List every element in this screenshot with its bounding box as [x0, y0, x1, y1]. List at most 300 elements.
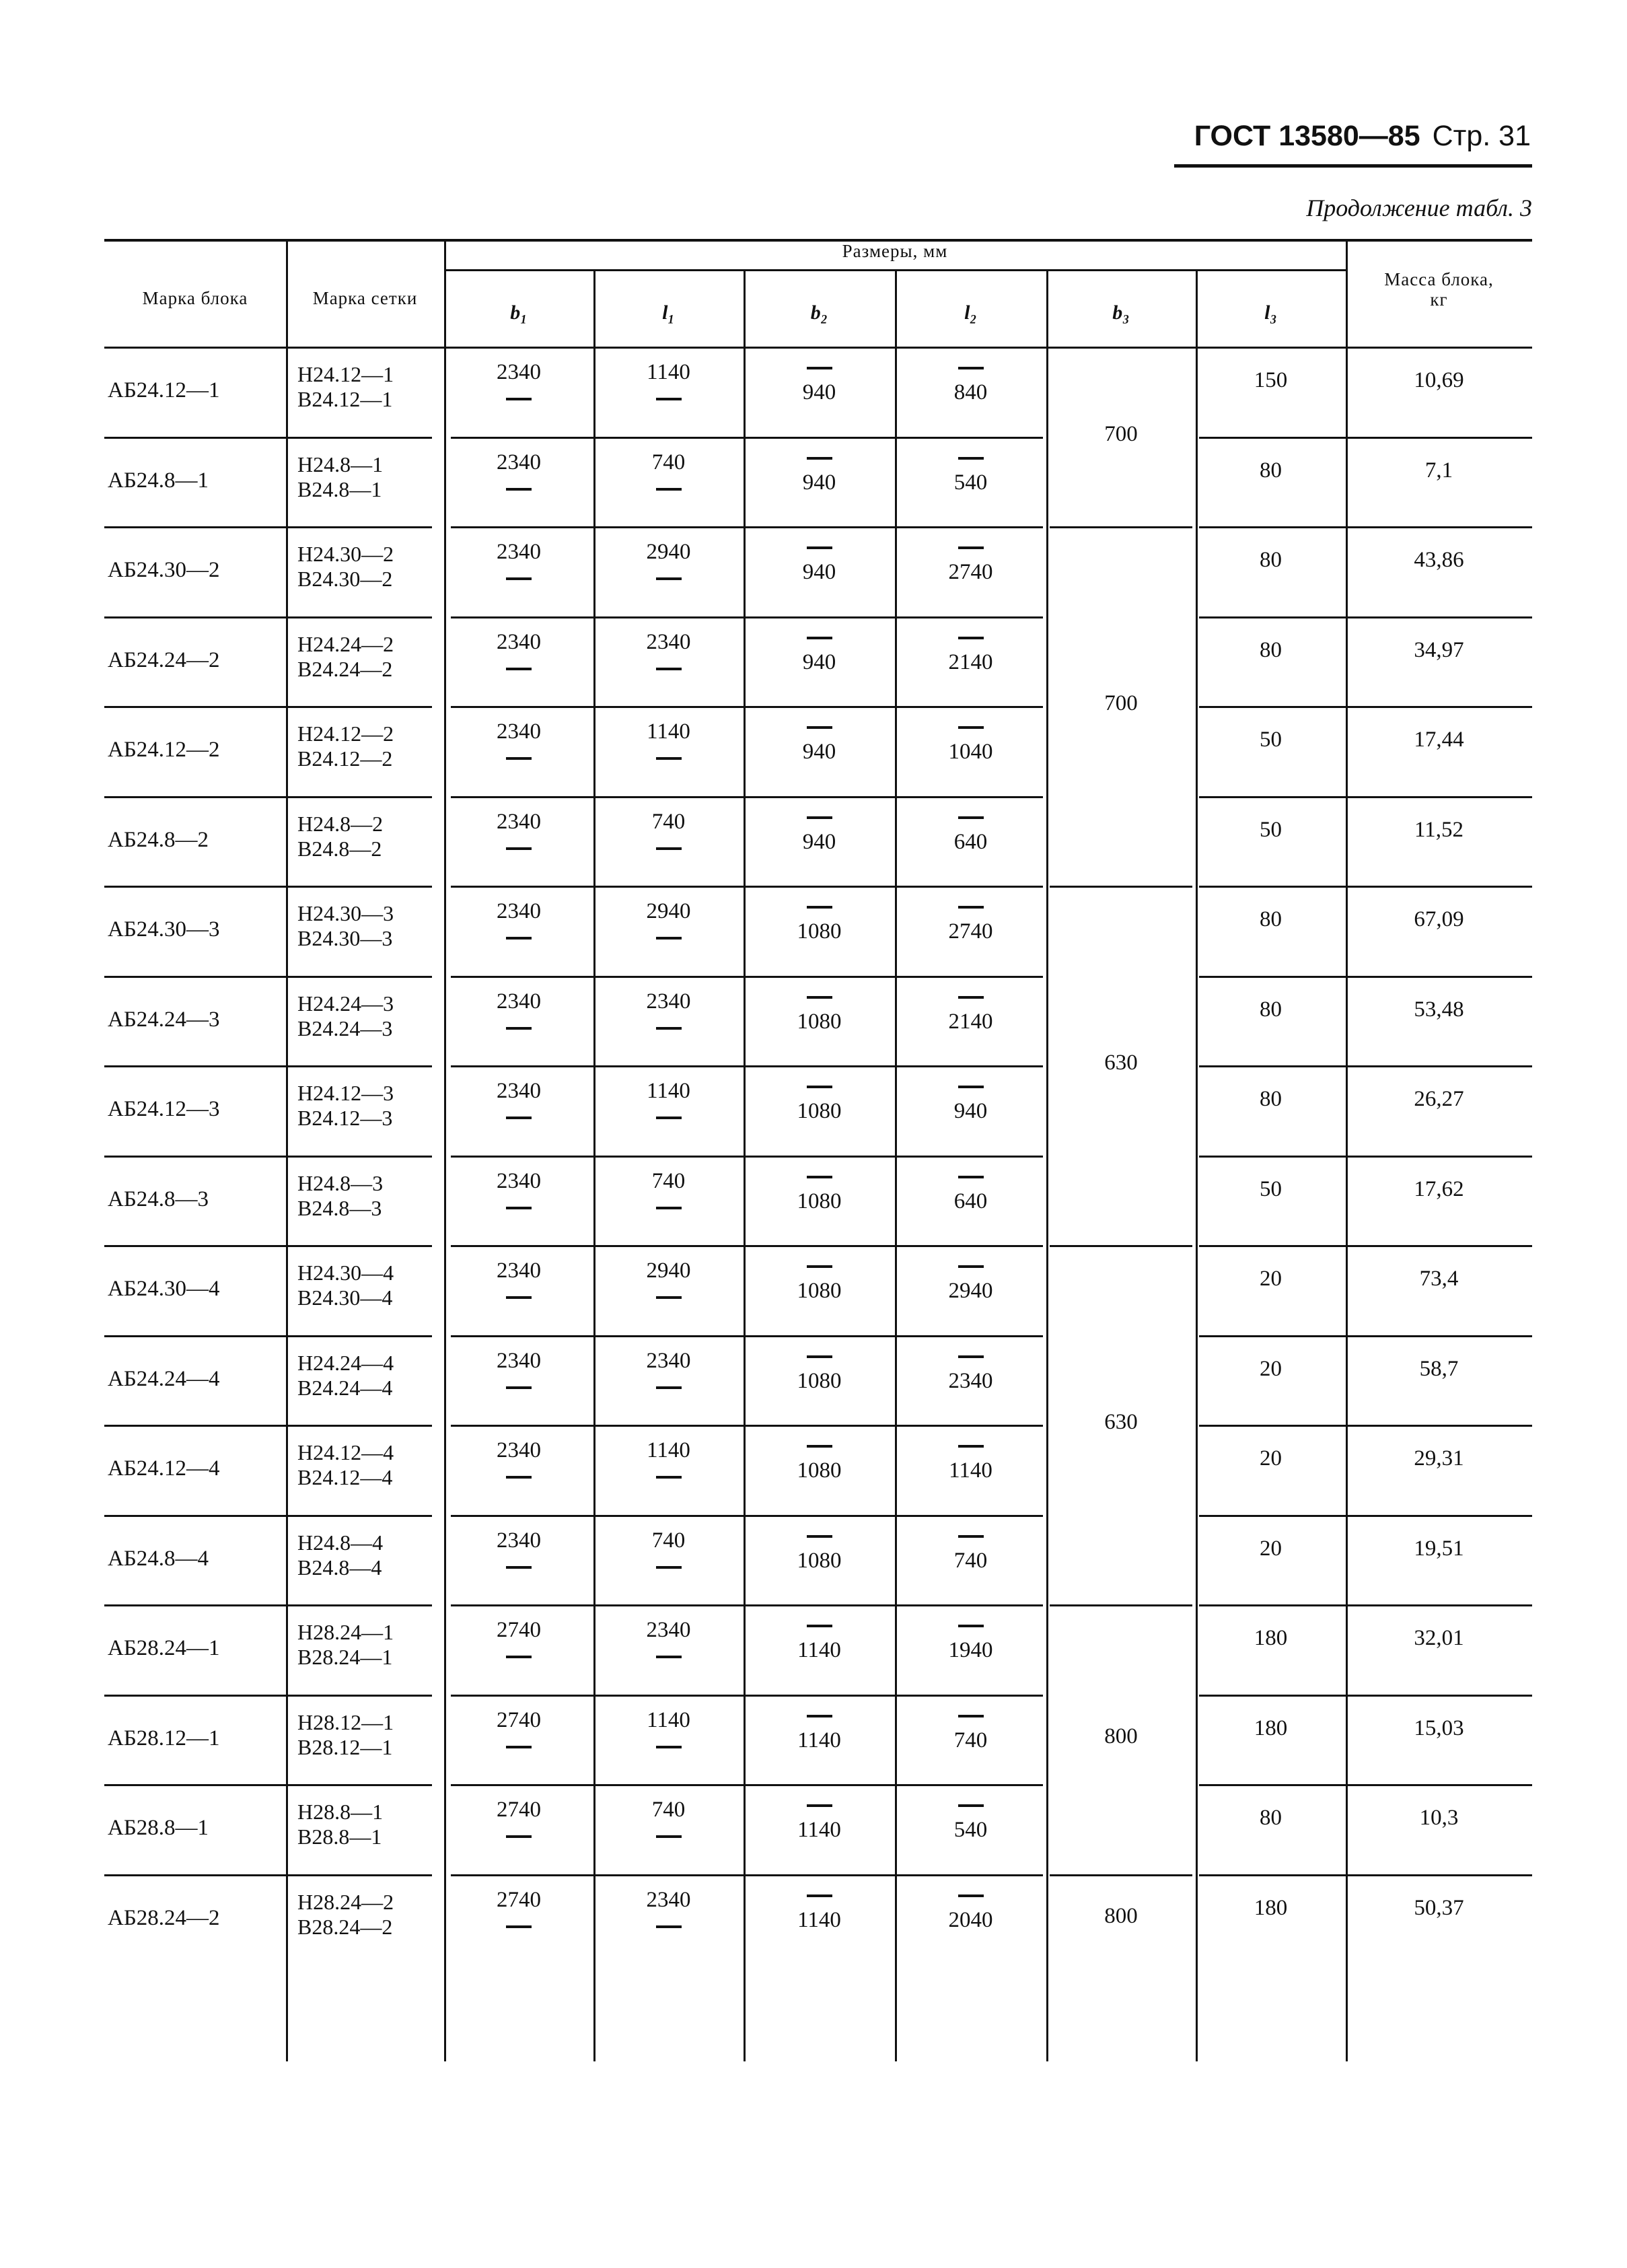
mesh-mark: Н28.24—2: [297, 1889, 394, 1914]
fraction-dash: [506, 1386, 532, 1389]
dim-l3: 20: [1260, 1446, 1282, 1470]
dim-b3-group: 800: [1104, 1904, 1138, 1929]
dim-l3: 180: [1254, 1715, 1288, 1740]
fraction-dash: [656, 1746, 682, 1748]
rule-horizontal: [1199, 1156, 1532, 1158]
dim-b2: 940: [802, 470, 836, 495]
dim-b2: 1080: [797, 919, 842, 944]
table-continuation-caption: Продолжение табл. 3: [1306, 194, 1532, 221]
mesh-mark: Н28.8—1: [297, 1800, 384, 1824]
fraction-dash: [656, 1386, 682, 1389]
fraction-dash: [506, 1925, 532, 1928]
fraction-dash: [958, 1625, 984, 1627]
fraction-dash: [958, 1086, 984, 1088]
dim-b1: 2340: [497, 989, 541, 1014]
rule-horizontal: [451, 1156, 1043, 1158]
rule-horizontal: [104, 1874, 432, 1876]
rule-vertical: [1196, 269, 1198, 2061]
dim-l1: 740: [651, 1528, 686, 1553]
fraction-dash: [807, 1894, 832, 1897]
dim-l2: 2940: [948, 1279, 993, 1303]
dim-b1: 2740: [497, 1707, 541, 1732]
rule-horizontal: [104, 347, 1532, 349]
dim-b1: 2340: [497, 1259, 541, 1283]
dim-l1: 2340: [646, 1348, 691, 1373]
page-number: Стр. 31: [1432, 120, 1531, 152]
dim-b2: 1080: [797, 1189, 842, 1213]
dim-b2: 1080: [797, 1368, 842, 1393]
mesh-mark: В24.30—4: [297, 1285, 393, 1310]
dim-b1: 2340: [497, 540, 541, 564]
dim-l1: 2940: [646, 899, 691, 923]
block-mark: АБ28.24—1: [108, 1636, 220, 1660]
fraction-dash: [506, 488, 532, 491]
rule-vertical: [895, 269, 897, 2061]
rule-horizontal: [1199, 1425, 1532, 1427]
dim-b2: 940: [802, 829, 836, 854]
fraction-dash: [958, 546, 984, 549]
dim-b1: 2740: [497, 1798, 541, 1822]
fraction-dash: [656, 757, 682, 760]
mesh-mark: В24.30—2: [297, 567, 393, 591]
fraction-dash: [807, 1625, 832, 1627]
dim-l2: 640: [953, 829, 988, 854]
dim-b2: 940: [802, 740, 836, 764]
fraction-dash: [958, 906, 984, 909]
fraction-dash: [506, 577, 532, 580]
dim-b1: 2340: [497, 1348, 541, 1373]
rule-horizontal: [1199, 1245, 1532, 1247]
dim-l3: 80: [1260, 458, 1282, 483]
mesh-mark: В24.12—2: [297, 746, 393, 771]
fraction-dash: [656, 668, 682, 670]
dim-l1: 1140: [647, 1707, 690, 1732]
rule-horizontal: [451, 1425, 1043, 1427]
header-dim-0: b₁: [510, 302, 528, 324]
dim-l1: 2340: [646, 1618, 691, 1642]
rule-horizontal: [104, 1604, 432, 1606]
fraction-dash: [506, 1027, 532, 1030]
mesh-mark: Н24.12—1: [297, 362, 394, 386]
rule-horizontal: [451, 1065, 1043, 1067]
block-mass: 50,37: [1414, 1895, 1464, 1920]
dim-b1: 2340: [497, 360, 541, 384]
fraction-dash: [958, 726, 984, 729]
block-mark: АБ24.8—3: [108, 1186, 209, 1211]
fraction-dash: [958, 996, 984, 999]
rule-horizontal: [451, 616, 1043, 618]
rule-horizontal: [451, 437, 1043, 439]
mesh-mark: В24.8—1: [297, 476, 382, 501]
block-mass: 10,3: [1419, 1806, 1459, 1830]
dim-l3: 50: [1260, 728, 1282, 752]
dim-l2: 1140: [949, 1458, 992, 1483]
fraction-dash: [958, 1445, 984, 1448]
block-mark: АБ28.24—2: [108, 1905, 220, 1930]
rule-horizontal: [1199, 1784, 1532, 1786]
rule-horizontal: [104, 796, 432, 798]
fraction-dash: [807, 546, 832, 549]
mesh-mark: В28.12—1: [297, 1734, 393, 1759]
dim-l3: 180: [1254, 1626, 1288, 1650]
dim-l2: 1040: [948, 740, 993, 764]
rule-horizontal: [451, 976, 1043, 978]
fraction-dash: [656, 1925, 682, 1928]
dim-l1: 740: [651, 809, 686, 834]
fraction-dash: [958, 1535, 984, 1538]
fraction-dash: [506, 398, 532, 400]
rule-horizontal: [451, 1245, 1043, 1247]
rule-horizontal: [104, 1156, 432, 1158]
dim-l3: 80: [1260, 548, 1282, 572]
fraction-dash: [506, 1207, 532, 1209]
dim-l2: 840: [953, 380, 988, 404]
block-mass: 67,09: [1414, 907, 1464, 931]
block-mark: АБ24.12—1: [108, 378, 220, 402]
dim-b1: 2340: [497, 450, 541, 474]
block-mark: АБ24.12—4: [108, 1456, 220, 1481]
fraction-dash: [807, 816, 832, 819]
rule-horizontal: [104, 1335, 432, 1337]
mesh-mark: В24.24—2: [297, 656, 393, 681]
mesh-mark: Н24.30—4: [297, 1261, 394, 1285]
dim-b1: 2340: [497, 899, 541, 923]
mesh-mark: Н28.12—1: [297, 1709, 394, 1734]
rule-horizontal: [1050, 1604, 1192, 1606]
fraction-dash: [506, 847, 532, 850]
fraction-dash: [656, 1207, 682, 1209]
dim-b1: 2340: [497, 1079, 541, 1103]
rule-horizontal: [451, 1335, 1043, 1337]
rule-horizontal: [1199, 526, 1532, 528]
rule-horizontal: [1199, 976, 1532, 978]
block-mark: АБ28.12—1: [108, 1726, 220, 1750]
block-mass: 32,01: [1414, 1626, 1464, 1650]
fraction-dash: [807, 1176, 832, 1178]
block-mass: 7,1: [1424, 458, 1453, 483]
block-mark: АБ24.24—3: [108, 1007, 220, 1032]
dim-b1: 2340: [497, 1438, 541, 1462]
rule-vertical: [1346, 239, 1348, 2061]
fraction-dash: [656, 1566, 682, 1569]
rule-horizontal: [451, 886, 1043, 888]
dim-b2: 1080: [797, 1279, 842, 1303]
rule-horizontal: [451, 1604, 1043, 1606]
mesh-mark: Н24.12—4: [297, 1440, 394, 1464]
dim-b2: 940: [802, 649, 836, 674]
rule-horizontal: [451, 706, 1043, 708]
dim-l1: 1140: [647, 719, 690, 744]
mesh-mark: В24.24—3: [297, 1016, 393, 1040]
rule-horizontal: [1199, 1695, 1532, 1697]
fraction-dash: [656, 1027, 682, 1030]
header-block-mark: Марка блока: [142, 288, 248, 308]
mesh-mark: В28.24—2: [297, 1914, 393, 1939]
dim-b3-group: 700: [1104, 691, 1138, 715]
dim-l2: 740: [953, 1548, 988, 1573]
fraction-dash: [506, 757, 532, 760]
dim-l3: 80: [1260, 637, 1282, 662]
header-sizes: Размеры, мм: [842, 241, 948, 261]
fraction-dash: [656, 488, 682, 491]
mesh-mark: В24.8—4: [297, 1555, 382, 1580]
rule-horizontal: [451, 1784, 1043, 1786]
fraction-dash: [506, 1746, 532, 1748]
fraction-dash: [807, 1715, 832, 1717]
dim-l2: 2140: [948, 649, 993, 674]
fraction-dash: [807, 906, 832, 909]
dim-l3: 180: [1254, 1895, 1288, 1920]
dim-b2: 1080: [797, 1548, 842, 1573]
fraction-dash: [506, 1656, 532, 1658]
dim-b2: 1080: [797, 1009, 842, 1034]
fraction-dash: [656, 1476, 682, 1479]
dim-l1: 740: [651, 450, 686, 474]
header-mass-line1: Масса блока,: [1384, 269, 1494, 289]
block-mark: АБ24.8—1: [108, 468, 209, 493]
block-mass: 19,51: [1414, 1536, 1464, 1561]
dim-l2: 2740: [948, 560, 993, 584]
fraction-dash: [656, 1835, 682, 1838]
block-mark: АБ24.24—4: [108, 1366, 220, 1391]
rule-horizontal: [104, 526, 432, 528]
mesh-mark: В28.24—1: [297, 1645, 393, 1669]
dim-b1: 2340: [497, 629, 541, 654]
fraction-dash: [807, 1445, 832, 1448]
block-mark: АБ24.8—2: [108, 827, 209, 852]
block-mark: АБ24.8—4: [108, 1546, 209, 1571]
block-mass: 26,27: [1414, 1087, 1464, 1111]
mesh-mark: Н24.30—3: [297, 901, 394, 925]
dim-l2: 540: [953, 470, 988, 495]
rule-horizontal: [104, 1695, 432, 1697]
block-mass: 10,69: [1414, 368, 1464, 392]
fraction-dash: [656, 937, 682, 940]
rule-vertical: [593, 269, 595, 2061]
dim-b1: 2740: [497, 1887, 541, 1912]
dim-l2: 2140: [948, 1009, 993, 1034]
rule-horizontal: [104, 1784, 432, 1786]
header-dim-4: b₃: [1112, 302, 1130, 324]
dim-b3-group: 800: [1104, 1724, 1138, 1749]
block-mark: АБ28.8—1: [108, 1816, 209, 1840]
block-mass: 58,7: [1419, 1356, 1459, 1381]
mesh-mark: Н24.8—4: [297, 1530, 384, 1555]
rule-vertical: [286, 239, 288, 2061]
fraction-dash: [807, 1804, 832, 1807]
dim-b2: 940: [802, 380, 836, 404]
rule-horizontal: [451, 526, 1043, 528]
dim-b1: 2340: [497, 1168, 541, 1193]
fraction-dash: [807, 996, 832, 999]
rule-horizontal: [104, 706, 432, 708]
rule-horizontal: [1050, 1874, 1192, 1876]
dim-l2: 2340: [948, 1368, 993, 1393]
fraction-dash: [807, 1355, 832, 1358]
dim-b2: 1080: [797, 1099, 842, 1123]
rule-horizontal: [1199, 1335, 1532, 1337]
mesh-mark: Н28.24—1: [297, 1620, 394, 1644]
rule-horizontal: [1050, 1245, 1192, 1247]
fraction-dash: [656, 398, 682, 400]
dim-b2: 1080: [797, 1458, 842, 1483]
block-mass: 17,44: [1414, 728, 1464, 752]
rule-vertical: [1046, 269, 1048, 2061]
dim-l3: 150: [1254, 368, 1288, 392]
mesh-mark: Н24.24—3: [297, 991, 394, 1016]
header-mass-line2: кг: [1430, 289, 1448, 310]
dim-l1: 740: [651, 1798, 686, 1822]
dim-l1: 1140: [647, 1079, 690, 1103]
fraction-dash: [807, 367, 832, 369]
rule-horizontal: [1050, 886, 1192, 888]
dim-l3: 50: [1260, 1176, 1282, 1201]
rule-horizontal: [1199, 1515, 1532, 1517]
mesh-mark: В24.8—2: [297, 836, 382, 861]
rule-horizontal: [451, 1874, 1043, 1876]
fraction-dash: [958, 457, 984, 460]
dim-b1: 2340: [497, 719, 541, 744]
mesh-mark: Н24.30—2: [297, 542, 394, 566]
fraction-dash: [506, 1566, 532, 1569]
block-mark: АБ24.24—2: [108, 647, 220, 672]
fraction-dash: [807, 1265, 832, 1268]
fraction-dash: [958, 1804, 984, 1807]
dim-l1: 2340: [646, 1887, 691, 1912]
block-mass: 43,86: [1414, 548, 1464, 572]
rule-horizontal: [451, 1515, 1043, 1517]
rule-horizontal: [1199, 886, 1532, 888]
rule-horizontal: [104, 1065, 432, 1067]
rule-horizontal: [1199, 796, 1532, 798]
fraction-dash: [656, 1117, 682, 1119]
rule-vertical: [744, 269, 746, 2061]
fraction-dash: [656, 847, 682, 850]
dim-b1: 2340: [497, 809, 541, 834]
block-mark: АБ24.30—4: [108, 1277, 220, 1301]
dim-l3: 80: [1260, 1806, 1282, 1830]
mesh-mark: В28.8—1: [297, 1824, 382, 1849]
header-dim-2: b₂: [810, 302, 828, 324]
block-mass: 15,03: [1414, 1715, 1464, 1740]
fraction-dash: [958, 367, 984, 369]
mesh-mark: Н24.12—3: [297, 1081, 394, 1105]
rule-horizontal: [104, 1515, 432, 1517]
fraction-dash: [656, 1296, 682, 1299]
document-code: ГОСТ 13580—85: [1194, 120, 1420, 152]
fraction-dash: [807, 457, 832, 460]
dim-l3: 20: [1260, 1356, 1282, 1381]
dim-b1: 2340: [497, 1528, 541, 1553]
block-mark: АБ24.12—3: [108, 1097, 220, 1121]
rule-horizontal: [1199, 616, 1532, 618]
dim-l1: 2340: [646, 989, 691, 1014]
block-mark: АБ24.30—3: [108, 917, 220, 942]
rule-vertical: [444, 239, 446, 2061]
fraction-dash: [958, 637, 984, 639]
rule-horizontal: [104, 886, 432, 888]
fraction-dash: [807, 726, 832, 729]
dim-l3: 20: [1260, 1267, 1282, 1291]
fraction-dash: [506, 1476, 532, 1479]
block-mass: 73,4: [1419, 1267, 1459, 1291]
fraction-dash: [506, 1117, 532, 1119]
rule-horizontal: [1199, 437, 1532, 439]
mesh-mark: Н24.24—4: [297, 1350, 394, 1375]
dim-l1: 740: [651, 1168, 686, 1193]
dim-l3: 80: [1260, 997, 1282, 1022]
dim-l3: 20: [1260, 1536, 1282, 1561]
fraction-dash: [958, 1176, 984, 1178]
dim-l3: 50: [1260, 817, 1282, 842]
rule-horizontal: [104, 976, 432, 978]
dim-l2: 640: [953, 1189, 988, 1213]
fraction-dash: [958, 1265, 984, 1268]
dim-b3-group: 630: [1104, 1051, 1138, 1075]
block-mass: 17,62: [1414, 1176, 1464, 1201]
rule-horizontal: [104, 616, 432, 618]
rule-horizontal: [104, 1425, 432, 1427]
mesh-mark: Н24.12—2: [297, 721, 394, 746]
dim-b1: 2740: [497, 1618, 541, 1642]
dim-l1: 2940: [646, 540, 691, 564]
rule-horizontal: [104, 437, 432, 439]
fraction-dash: [958, 1715, 984, 1717]
dim-l2: 540: [953, 1818, 988, 1842]
block-mass: 11,52: [1414, 817, 1464, 842]
mesh-mark: В24.12—4: [297, 1465, 393, 1489]
dim-b2: 1140: [797, 1728, 841, 1752]
block-mass: 29,31: [1414, 1446, 1464, 1470]
mesh-mark: В24.12—1: [297, 387, 393, 411]
fraction-dash: [958, 1894, 984, 1897]
mesh-mark: Н24.8—2: [297, 811, 384, 836]
dim-l1: 1140: [647, 1438, 690, 1462]
rule-horizontal: [451, 796, 1043, 798]
dim-b2: 1140: [797, 1907, 841, 1932]
fraction-dash: [807, 1535, 832, 1538]
dim-b3-group: 630: [1104, 1410, 1138, 1434]
block-mark: АБ24.12—2: [108, 738, 220, 762]
dim-l3: 80: [1260, 907, 1282, 931]
mesh-mark: В24.30—3: [297, 926, 393, 950]
dim-l2: 940: [953, 1099, 988, 1123]
block-mass: 53,48: [1414, 997, 1464, 1022]
rule-horizontal: [1050, 526, 1192, 528]
fraction-dash: [506, 937, 532, 940]
rule-horizontal: [1199, 706, 1532, 708]
mesh-mark: В24.12—3: [297, 1106, 393, 1130]
fraction-dash: [807, 637, 832, 639]
mesh-mark: Н24.8—3: [297, 1170, 384, 1195]
rule-horizontal: [1199, 1604, 1532, 1606]
fraction-dash: [958, 816, 984, 819]
dim-b2: 1140: [797, 1818, 841, 1842]
header-dim-1: l₁: [662, 302, 675, 324]
fraction-dash: [656, 577, 682, 580]
mesh-mark: Н24.24—2: [297, 631, 394, 656]
rule-horizontal: [104, 1245, 432, 1247]
fraction-dash: [958, 1355, 984, 1358]
header-mesh-mark: Марка сетки: [312, 288, 418, 308]
fraction-dash: [506, 668, 532, 670]
dim-l1: 2340: [646, 629, 691, 654]
dim-l2: 740: [953, 1728, 988, 1752]
mesh-mark: В24.8—3: [297, 1195, 382, 1220]
fraction-dash: [656, 1656, 682, 1658]
dim-b3-group: 700: [1104, 421, 1138, 446]
fraction-dash: [807, 1086, 832, 1088]
